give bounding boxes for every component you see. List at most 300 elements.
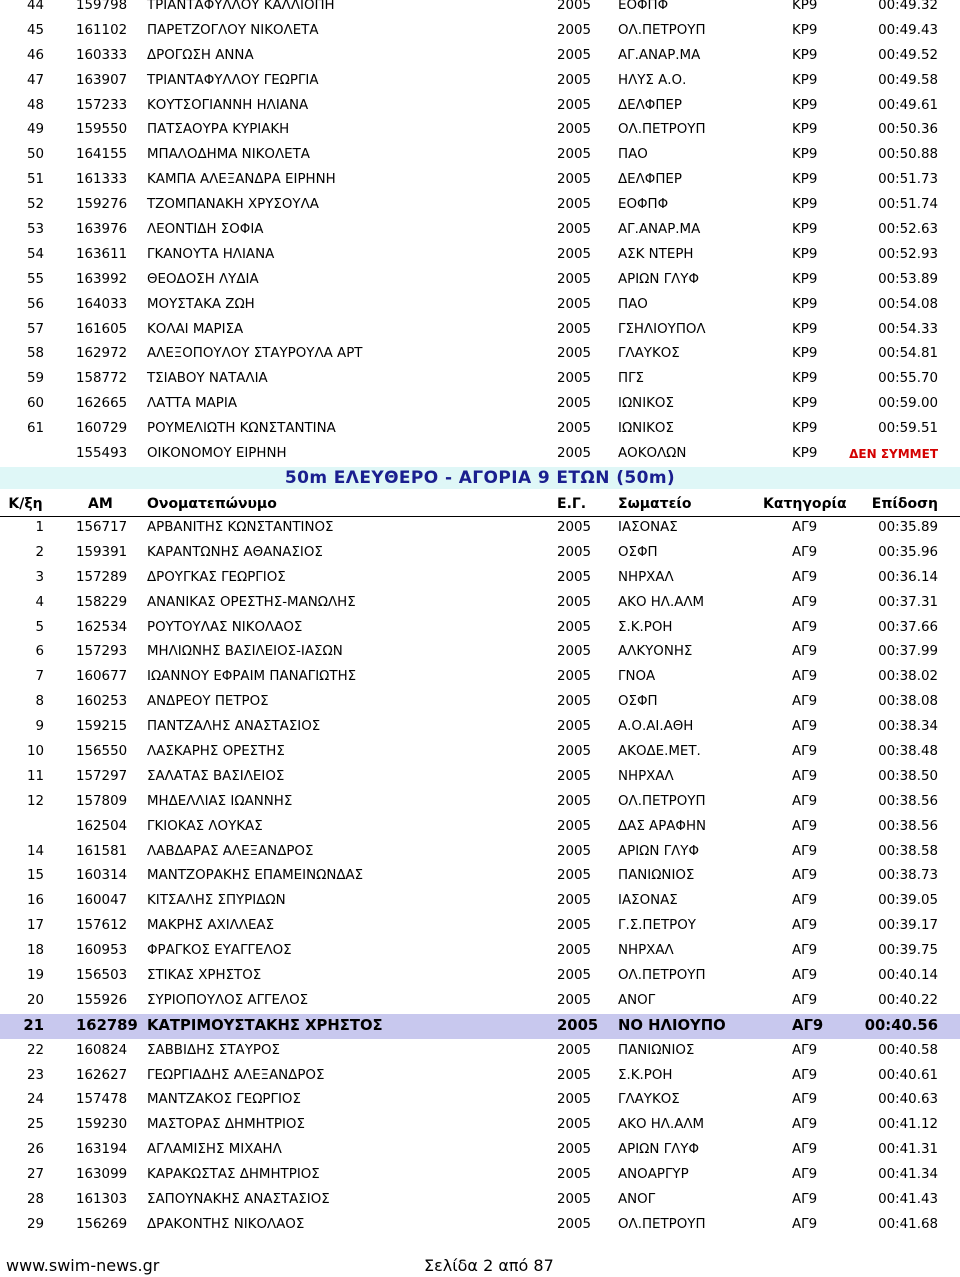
category-cell: ΚΡ9 (792, 446, 818, 462)
rank-cell: 50 (26, 147, 44, 163)
year-cell: 2005 (557, 296, 592, 312)
am-cell: 157612 (76, 918, 128, 934)
am-cell: 156550 (76, 744, 128, 760)
year-cell: 2005 (557, 172, 592, 188)
rank-cell: 61 (26, 421, 44, 437)
table-row (0, 740, 960, 765)
name-cell: ΡΟΥΤΟΥΛΑΣ ΝΙΚΟΛΑΟΣ (147, 619, 303, 635)
year-cell: 2005 (557, 147, 592, 163)
name-cell: ΤΣΙΑΒΟΥ ΝΑΤΑΛΙΑ (147, 371, 268, 387)
name-cell: ΔΡΟΥΓΚΑΣ ΓΕΩΡΓΙΟΣ (147, 569, 286, 585)
year-cell: 2005 (557, 544, 592, 560)
am-cell: 162504 (76, 818, 128, 834)
rank-cell: 45 (26, 22, 44, 38)
am-cell: 164033 (76, 296, 128, 312)
club-cell: ΑΡΙΩΝ ΓΛΥΦ (618, 271, 700, 287)
am-cell: 162627 (76, 1067, 128, 1083)
time-cell: 00:51.73 (878, 172, 938, 188)
table-row (0, 914, 960, 939)
table-row (0, 864, 960, 889)
club-cell: ΠΑΟ (618, 296, 648, 312)
table-row (0, 94, 960, 119)
time-cell: 00:41.12 (878, 1117, 938, 1133)
rank-cell: 46 (26, 47, 44, 63)
name-cell: ΤΡΙΑΝΤΑΦΥΛΛΟΥ ΓΕΩΡΓΙΑ (147, 72, 319, 88)
year-cell: 2005 (557, 47, 592, 63)
club-cell: ΠΑΝΙΩΝΙΟΣ (618, 868, 695, 884)
time-cell: 00:38.48 (878, 744, 938, 760)
name-cell: ΜΑΝΤΖΟΡΑΚΗΣ ΕΠΑΜΕΙΝΩΝΔΑΣ (147, 868, 364, 884)
rank-cell: 2 (35, 544, 44, 560)
am-cell: 161102 (76, 22, 128, 38)
name-cell: ΛΑΒΔΑΡΑΣ ΑΛΕΞΑΝΔΡΟΣ (147, 843, 314, 859)
table-row (0, 815, 960, 840)
rank-cell: 1 (35, 520, 44, 535)
table-row (0, 318, 960, 343)
am-cell: 161303 (76, 1192, 128, 1208)
time-cell: 00:38.34 (878, 719, 938, 735)
year-cell: 2005 (557, 768, 592, 784)
year-cell: 2005 (557, 271, 592, 287)
am-cell: 163099 (76, 1167, 128, 1183)
year-cell: 2005 (557, 22, 592, 38)
header-am: ΑΜ (88, 496, 113, 512)
time-cell: 00:49.43 (878, 22, 938, 38)
table-row (0, 1213, 960, 1238)
club-cell: ΔΑΣ ΑΡΑΦΗΝ (618, 818, 707, 834)
rank-cell: 3 (35, 569, 44, 585)
header-club: Σωματείο (618, 496, 692, 512)
category-cell: ΑΓ9 (792, 968, 818, 984)
am-cell: 163611 (76, 246, 128, 262)
table-row (0, 566, 960, 591)
footer-site[interactable]: www.swim-news.gr (6, 1256, 160, 1275)
time-cell: 00:53.89 (878, 271, 938, 287)
table-row (0, 442, 960, 467)
table-row (0, 715, 960, 740)
am-cell: 163976 (76, 222, 128, 238)
name-cell: ΣΑΒΒΙΔΗΣ ΣΤΑΥΡΟΣ (147, 1042, 280, 1058)
am-cell: 158229 (76, 594, 128, 610)
year-cell: 2005 (557, 694, 592, 710)
club-cell: ΟΛ.ΠΕΤΡΟΥΠ (618, 22, 706, 38)
column-header-row (0, 491, 960, 517)
table-row (0, 1039, 960, 1064)
category-cell: ΑΓ9 (792, 719, 818, 735)
rank-cell: 10 (26, 744, 44, 760)
time-cell: 00:50.36 (878, 122, 938, 138)
year-cell: 2005 (557, 619, 592, 635)
category-cell: ΑΓ9 (792, 1042, 818, 1058)
am-cell: 155926 (76, 992, 128, 1008)
time-cell: 00:41.34 (878, 1167, 938, 1183)
category-cell: ΑΓ9 (792, 868, 818, 884)
table-row (0, 1138, 960, 1163)
table-row (0, 168, 960, 193)
club-cell: ΕΟΦΠΦ (618, 0, 669, 13)
table-row (0, 616, 960, 641)
time-cell: 00:52.93 (878, 246, 938, 262)
year-cell: 2005 (557, 843, 592, 859)
name-cell: ΑΝΑΝΙΚΑΣ ΟΡΕΣΤΗΣ-ΜΑΝΩΛΗΣ (147, 594, 356, 610)
category-cell: ΑΓ9 (792, 918, 818, 934)
year-cell: 2005 (557, 1016, 599, 1034)
name-cell: ΔΡΑΚΟΝΤΗΣ ΝΙΚΟΛΑΟΣ (147, 1216, 305, 1232)
category-cell: ΚΡ9 (792, 246, 818, 262)
year-cell: 2005 (557, 744, 592, 760)
rank-cell: 44 (26, 0, 44, 13)
name-cell: ΜΟΥΣΤΑΚΑ ΖΩΗ (147, 296, 255, 312)
club-cell: ΓΛΑΥΚΟΣ (618, 1092, 680, 1108)
table-row (0, 0, 960, 19)
rank-cell: 15 (26, 868, 44, 884)
time-cell: 00:37.31 (878, 594, 938, 610)
club-cell: ΟΣΦΠ (618, 544, 658, 560)
year-cell: 2005 (557, 594, 592, 610)
category-cell: ΚΡ9 (792, 0, 818, 13)
name-cell: ΑΝΔΡΕΟΥ ΠΕΤΡΟΣ (147, 694, 269, 710)
name-cell: ΑΓΛΑΜΙΣΗΣ ΜΙΧΑΗΛ (147, 1142, 282, 1158)
am-cell: 155493 (76, 446, 128, 462)
name-cell: ΟΙΚΟΝΟΜΟΥ ΕΙΡΗΝΗ (147, 446, 287, 462)
year-cell: 2005 (557, 868, 592, 884)
name-cell: ΜΗΛΙΩΝΗΣ ΒΑΣΙΛΕΙΟΣ-ΙΑΣΩΝ (147, 644, 343, 660)
category-cell: ΚΡ9 (792, 172, 818, 188)
year-cell: 2005 (557, 396, 592, 412)
header-year: Ε.Γ. (557, 496, 587, 512)
rank-cell: 14 (26, 843, 44, 859)
am-cell: 160953 (76, 943, 128, 959)
year-cell: 2005 (557, 446, 592, 462)
am-cell: 162534 (76, 619, 128, 635)
am-cell: 157297 (76, 768, 128, 784)
category-cell: ΑΓ9 (792, 1167, 818, 1183)
rank-cell: 20 (26, 992, 44, 1008)
time-cell: 00:49.58 (878, 72, 938, 88)
category-cell: ΑΓ9 (792, 569, 818, 585)
time-cell: 00:49.32 (878, 0, 938, 13)
name-cell: ΣΥΡΙΟΠΟΥΛΟΣ ΑΓΓΕΛΟΣ (147, 992, 309, 1008)
year-cell: 2005 (557, 197, 592, 213)
year-cell: 2005 (557, 97, 592, 113)
rank-cell: 19 (26, 968, 44, 984)
table-row (0, 19, 960, 44)
category-cell: ΑΓ9 (792, 793, 818, 809)
name-cell: ΜΑΝΤΖΑΚΟΣ ΓΕΩΡΓΙΟΣ (147, 1092, 301, 1108)
rank-cell: 24 (26, 1092, 44, 1108)
name-cell: ΚΑΤΡΙΜΟΥΣΤΑΚΗΣ ΧΡΗΣΤΟΣ (147, 1016, 383, 1034)
time-cell: 00:40.61 (878, 1067, 938, 1083)
name-cell: ΣΑΠΟΥΝΑΚΗΣ ΑΝΑΣΤΑΣΙΟΣ (147, 1192, 330, 1208)
rank-cell: 55 (26, 271, 44, 287)
table-row (0, 1088, 960, 1113)
am-cell: 160314 (76, 868, 128, 884)
table-row (0, 392, 960, 417)
results-table-previous (0, 0, 960, 467)
time-cell: 00:39.75 (878, 943, 938, 959)
time-cell: 00:52.63 (878, 222, 938, 238)
am-cell: 161333 (76, 172, 128, 188)
am-cell: 162972 (76, 346, 128, 362)
year-cell: 2005 (557, 421, 592, 437)
table-row (0, 293, 960, 318)
rank-cell: 60 (26, 396, 44, 412)
table-row (0, 665, 960, 690)
name-cell: ΠΑΝΤΖΑΛΗΣ ΑΝΑΣΤΑΣΙΟΣ (147, 719, 321, 735)
section-title: 50m ΕΛΕΥΘΕΡΟ - ΑΓΟΡΙΑ 9 ΕΤΩΝ (50m) (0, 467, 960, 489)
table-row (0, 964, 960, 989)
category-cell: ΑΓ9 (792, 594, 818, 610)
time-cell: 00:38.56 (878, 818, 938, 834)
category-cell: ΚΡ9 (792, 271, 818, 287)
time-cell: 00:38.58 (878, 843, 938, 859)
table-row (0, 243, 960, 268)
name-cell: ΜΑΚΡΗΣ ΑΧΙΛΛΕΑΣ (147, 918, 275, 934)
name-cell: ΓΕΩΡΓΙΑΔΗΣ ΑΛΕΞΑΝΔΡΟΣ (147, 1067, 325, 1083)
club-cell: ΙΑΣΟΝΑΣ (618, 893, 678, 909)
time-cell: 00:49.61 (878, 97, 938, 113)
am-cell: 164155 (76, 147, 128, 163)
time-cell: 00:41.31 (878, 1142, 938, 1158)
category-cell: ΚΡ9 (792, 346, 818, 362)
rank-cell: 6 (35, 644, 44, 660)
club-cell: ΟΛ.ΠΕΤΡΟΥΠ (618, 1216, 706, 1232)
time-cell: 00:50.88 (878, 147, 938, 163)
name-cell: ΚΟΛΑΙ ΜΑΡΙΣΑ (147, 321, 244, 337)
header-rank: Κ/ξη (8, 496, 43, 512)
club-cell: ΓΝΟΑ (618, 669, 656, 685)
table-row (0, 541, 960, 566)
time-cell: 00:38.56 (878, 793, 938, 809)
year-cell: 2005 (557, 893, 592, 909)
year-cell: 2005 (557, 346, 592, 362)
category-cell: ΚΡ9 (792, 296, 818, 312)
rank-cell: 59 (26, 371, 44, 387)
category-cell: ΑΓ9 (792, 1117, 818, 1133)
am-cell: 157293 (76, 644, 128, 660)
year-cell: 2005 (557, 968, 592, 984)
name-cell: ΑΛΕΞΟΠΟΥΛΟΥ ΣΤΑΥΡΟΥΛΑ ΑΡΤ (147, 346, 363, 362)
category-cell: ΑΓ9 (792, 893, 818, 909)
rank-cell: 28 (26, 1192, 44, 1208)
time-cell: 00:35.89 (878, 520, 938, 535)
year-cell: 2005 (557, 992, 592, 1008)
rank-cell: 51 (26, 172, 44, 188)
year-cell: 2005 (557, 569, 592, 585)
club-cell: ΟΛ.ΠΕΤΡΟΥΠ (618, 122, 706, 138)
am-cell: 161581 (76, 843, 128, 859)
club-cell: ΠΓΣ (618, 371, 644, 387)
club-cell: ΑΡΙΩΝ ΓΛΥΦ (618, 843, 700, 859)
rank-cell: 49 (26, 122, 44, 138)
name-cell: ΘΕΟΔΟΣΗ ΛΥΔΙΑ (147, 271, 259, 287)
time-cell: 00:38.50 (878, 768, 938, 784)
category-cell: ΚΡ9 (792, 321, 818, 337)
time-cell: 00:38.08 (878, 694, 938, 710)
category-cell: ΑΓ9 (792, 768, 818, 784)
rank-cell: 8 (35, 694, 44, 710)
table-row (0, 417, 960, 442)
am-cell: 160729 (76, 421, 128, 437)
year-cell: 2005 (557, 1216, 592, 1232)
club-cell: ΓΣΗΛΙΟΥΠΟΛ (618, 321, 706, 337)
name-cell: ΚΑΡΑΝΤΩΝΗΣ ΑΘΑΝΑΣΙΟΣ (147, 544, 323, 560)
rank-cell: 25 (26, 1117, 44, 1133)
year-cell: 2005 (557, 1092, 592, 1108)
am-cell: 160047 (76, 893, 128, 909)
category-cell: ΚΡ9 (792, 122, 818, 138)
year-cell: 2005 (557, 644, 592, 660)
table-row (0, 367, 960, 392)
category-cell: ΑΓ9 (792, 520, 818, 535)
am-cell: 163907 (76, 72, 128, 88)
am-cell: 159391 (76, 544, 128, 560)
name-cell: ΤΖΟΜΠΑΝΑΚΗ ΧΡΥΣΟΥΛΑ (147, 197, 319, 213)
time-cell: 00:38.02 (878, 669, 938, 685)
club-cell: Γ.Σ.ΠΕΤΡΟΥ (618, 918, 696, 934)
name-cell: ΣΑΛΑΤΑΣ ΒΑΣΙΛΕΙΟΣ (147, 768, 285, 784)
category-cell: ΑΓ9 (792, 644, 818, 660)
name-cell: ΑΡΒΑΝΙΤΗΣ ΚΩΝΣΤΑΝΤΙΝΟΣ (147, 520, 334, 535)
am-cell: 159215 (76, 719, 128, 735)
rank-cell: 9 (35, 719, 44, 735)
name-cell: ΚΙΤΣΑΛΗΣ ΣΠΥΡΙΔΩΝ (147, 893, 286, 909)
am-cell: 156503 (76, 968, 128, 984)
name-cell: ΜΑΣΤΟΡΑΣ ΔΗΜΗΤΡΙΟΣ (147, 1117, 305, 1133)
am-cell: 157289 (76, 569, 128, 585)
table-row (0, 840, 960, 865)
rank-cell: 21 (23, 1016, 44, 1034)
table-row (0, 1064, 960, 1089)
club-cell: Σ.Κ.ΡΟΗ (618, 619, 673, 635)
rank-cell: 48 (26, 97, 44, 113)
am-cell: 161605 (76, 321, 128, 337)
club-cell: ΑΛΚΥΟΝΗΣ (618, 644, 693, 660)
table-row (0, 765, 960, 790)
rank-cell: 54 (26, 246, 44, 262)
category-cell: ΚΡ9 (792, 371, 818, 387)
year-cell: 2005 (557, 1167, 592, 1183)
time-cell: 00:40.63 (878, 1092, 938, 1108)
name-cell: ΓΚΑΝΟΥΤΑ ΗΛΙΑΝΑ (147, 246, 275, 262)
club-cell: ΑΡΙΩΝ ΓΛΥΦ (618, 1142, 700, 1158)
name-cell: ΠΑΡΕΤΖΟΓΛΟΥ ΝΙΚΟΛΕΤΑ (147, 22, 319, 38)
rank-cell: 5 (35, 619, 44, 635)
club-cell: ΑΣΚ ΝΤΕΡΗ (618, 246, 694, 262)
table-row (0, 1113, 960, 1138)
category-cell: ΑΓ9 (792, 1016, 824, 1034)
rank-cell: 47 (26, 72, 44, 88)
club-cell: ΑΝΟΓ (618, 992, 656, 1008)
club-cell: ΟΛ.ΠΕΤΡΟΥΠ (618, 793, 706, 809)
category-cell: ΑΓ9 (792, 619, 818, 635)
club-cell: ΑΝΟΑΡΓΥΡ (618, 1167, 689, 1183)
name-cell: ΛΑΤΤΑ ΜΑΡΙΑ (147, 396, 237, 412)
club-cell: ΑΚΟΔΕ.ΜΕΤ. (618, 744, 701, 760)
category-cell: ΑΓ9 (792, 1192, 818, 1208)
table-row (0, 218, 960, 243)
club-cell: ΑΓ.ΑΝΑΡ.ΜΑ (618, 222, 701, 238)
table-row (0, 989, 960, 1014)
am-cell: 157478 (76, 1092, 128, 1108)
year-cell: 2005 (557, 1192, 592, 1208)
rank-cell: 22 (26, 1042, 44, 1058)
name-cell: ΚΟΥΤΣΟΓΙΑΝΝΗ ΗΛΙΑΝΑ (147, 97, 309, 113)
club-cell: ΑΚΟ ΗΛ.ΑΛΜ (618, 1117, 705, 1133)
table-row (0, 342, 960, 367)
year-cell: 2005 (557, 1117, 592, 1133)
time-cell: 00:55.70 (878, 371, 938, 387)
name-cell: ΔΡΟΓΩΣΗ ΑΝΝΑ (147, 47, 254, 63)
time-cell: ΔΕΝ ΣΥΜΜΕΤ (849, 447, 938, 462)
am-cell: 163992 (76, 271, 128, 287)
year-cell: 2005 (557, 321, 592, 337)
time-cell: 00:40.22 (878, 992, 938, 1008)
name-cell: ΛΕΟΝΤΙΔΗ ΣΟΦΙΑ (147, 222, 264, 238)
rank-cell: 29 (26, 1216, 44, 1232)
club-cell: ΑΝΟΓ (618, 1192, 656, 1208)
name-cell: ΓΚΙΟΚΑΣ ΛΟΥΚΑΣ (147, 818, 263, 834)
table-row (0, 1188, 960, 1213)
category-cell: ΚΡ9 (792, 421, 818, 437)
time-cell: 00:38.73 (878, 868, 938, 884)
year-cell: 2005 (557, 122, 592, 138)
year-cell: 2005 (557, 246, 592, 262)
time-cell: 00:41.43 (878, 1192, 938, 1208)
club-cell: ΝΟ ΗΛΙΟΥΠΟ (618, 1016, 726, 1034)
category-cell: ΚΡ9 (792, 222, 818, 238)
year-cell: 2005 (557, 72, 592, 88)
club-cell: ΗΛΥΣ Α.Ο. (618, 72, 687, 88)
club-cell: ΓΛΑΥΚΟΣ (618, 346, 680, 362)
club-cell: ΑΚΟ ΗΛ.ΑΛΜ (618, 594, 705, 610)
rank-cell: 52 (26, 197, 44, 213)
club-cell: ΑΓ.ΑΝΑΡ.ΜΑ (618, 47, 701, 63)
time-cell: 00:40.56 (864, 1016, 938, 1034)
club-cell: ΝΗΡΧΑΛ (618, 569, 674, 585)
table-row (0, 640, 960, 665)
category-cell: ΑΓ9 (792, 694, 818, 710)
category-cell: ΚΡ9 (792, 147, 818, 163)
time-cell: 00:41.68 (878, 1216, 938, 1232)
time-cell: 00:35.96 (878, 544, 938, 560)
club-cell: Α.Ο.ΑΙ.ΑΘΗ (618, 719, 694, 735)
club-cell: ΟΣΦΠ (618, 694, 658, 710)
rank-cell: 18 (26, 943, 44, 959)
time-cell: 00:40.14 (878, 968, 938, 984)
table-row (0, 118, 960, 143)
rank-cell: 17 (26, 918, 44, 934)
rank-cell: 7 (35, 669, 44, 685)
am-cell: 156717 (76, 520, 128, 535)
rank-cell: 57 (26, 321, 44, 337)
time-cell: 00:37.66 (878, 619, 938, 635)
footer-page-number: Σελίδα 2 από 87 (424, 1256, 554, 1275)
time-cell: 00:36.14 (878, 569, 938, 585)
name-cell: ΠΑΤΣΑΟΥΡΑ ΚΥΡΙΑΚΗ (147, 122, 290, 138)
table-row (0, 69, 960, 94)
category-cell: ΚΡ9 (792, 72, 818, 88)
am-cell: 159550 (76, 122, 128, 138)
header-name: Ονοματεπώνυμο (147, 496, 277, 512)
results-table-boys-9 (0, 516, 960, 1238)
year-cell: 2005 (557, 719, 592, 735)
year-cell: 2005 (557, 918, 592, 934)
time-cell: 00:59.00 (878, 396, 938, 412)
time-cell: 00:54.33 (878, 321, 938, 337)
category-cell: ΑΓ9 (792, 1092, 818, 1108)
am-cell: 160677 (76, 669, 128, 685)
